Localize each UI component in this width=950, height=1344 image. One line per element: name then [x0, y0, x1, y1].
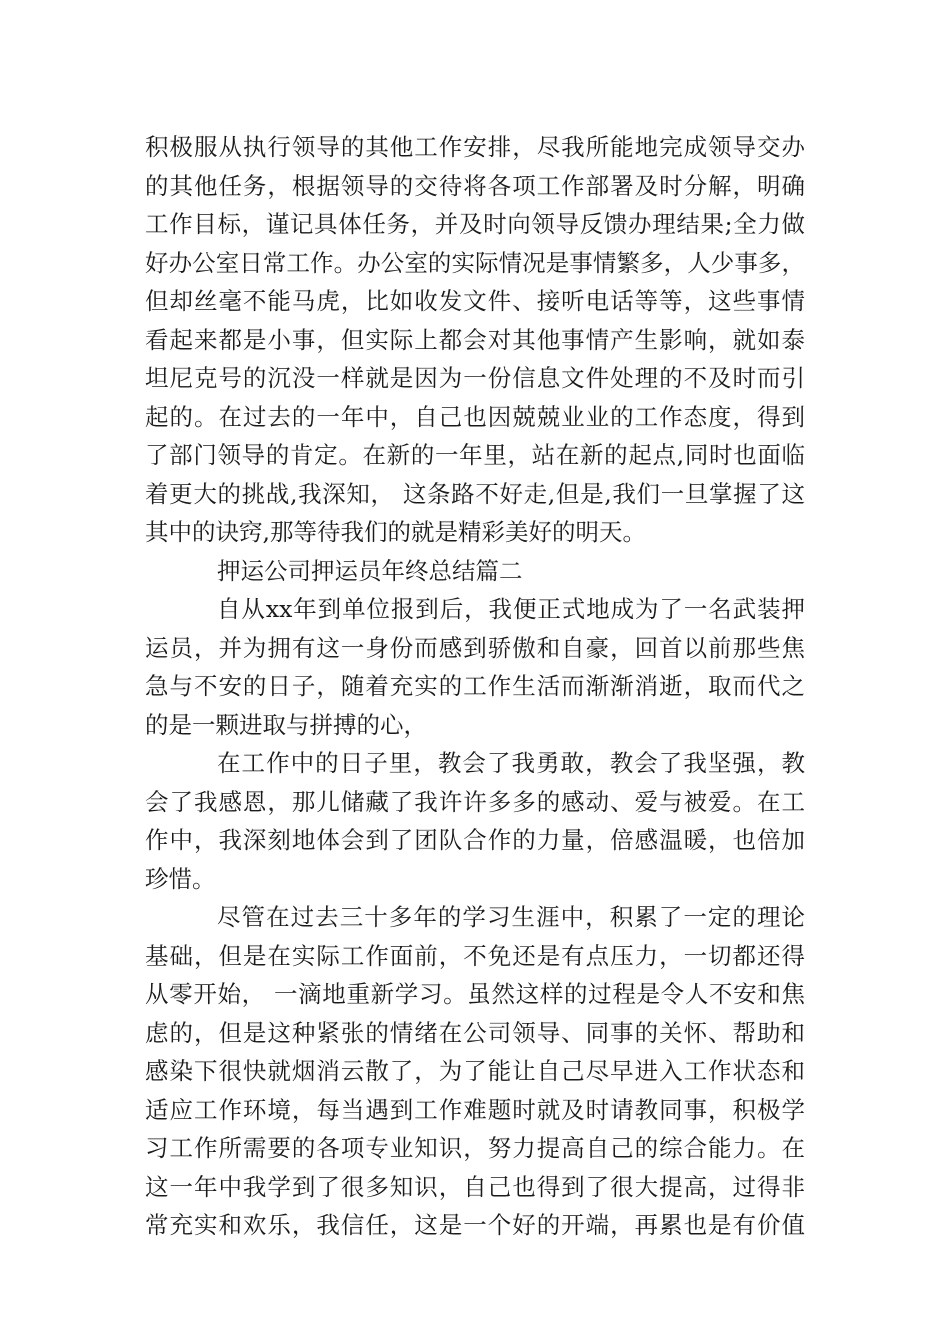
- paragraph-4-line: 从零开始， 一滴地重新学习。虽然这样的过程是令人不安和焦: [145, 980, 805, 1008]
- paragraph-3-line: 在工作中的日子里，教会了我勇敢，教会了我坚强，教: [217, 749, 805, 777]
- paragraph-2-line: 运员，并为拥有这一身份而感到骄傲和自豪，回首以前那些焦: [145, 633, 805, 662]
- paragraph-4-line: 常充实和欢乐，我信任，这是一个好的开端，再累也是有价值: [145, 1211, 805, 1239]
- paragraph-1-line: 但却丝毫不能马虎，比如收发文件、接听电话等等，这些事情: [145, 287, 805, 315]
- paragraph-1-line: 工作目标，谨记具体任务，并及时向领导反馈办理结果;全力做: [145, 210, 805, 238]
- paragraph-4-line: 基础，但是在实际工作面前，不免还是有点压力，一切都还得: [145, 941, 805, 970]
- paragraph-4-line: 虑的，但是这种紧张的情绪在公司领导、同事的关怀、帮助和: [145, 1018, 805, 1047]
- paragraph-3-line: 珍惜。: [145, 864, 216, 893]
- paragraph-1-line: 其中的诀窍,那等待我们的就是精彩美好的明天。: [145, 518, 646, 546]
- paragraph-1-line: 好办公室日常工作。办公室的实际情况是事情繁多，人少事多，: [145, 248, 805, 277]
- paragraph-1-line: 看起来都是小事，但实际上都会对其他事情产生影响，就如泰: [145, 325, 805, 354]
- paragraph-4-line: 感染下很快就烟消云散了，为了能让自己尽早进入工作状态和: [145, 1057, 805, 1085]
- paragraph-1-line: 起的。在过去的一年中，自己也因兢兢业业的工作态度，得到: [145, 402, 805, 431]
- paragraph-2-line: 的是一颗进取与拼搏的心，: [145, 710, 427, 739]
- paragraph-1-line: 着更大的挑战,我深知， 这条路不好走,但是,我们一旦掌握了这: [145, 479, 805, 508]
- document-body: [145, 128, 805, 1245]
- paragraph-1: [145, 128, 805, 552]
- paragraph-3: [145, 744, 805, 898]
- paragraph-4-line: 这一年中我学到了很多知识，自己也得到了很大提高，过得非: [145, 1172, 805, 1201]
- section-heading: 押运公司押运员年终总结篇二: [217, 556, 523, 585]
- paragraph-1-line: 的其他任务，根据领导的交待将各项工作部署及时分解，明确: [145, 171, 805, 200]
- paragraph-4: [145, 898, 805, 1245]
- paragraph-3-line: 会了我感恩，那儿储藏了我许许多多的感动、爱与被爱。在工: [145, 787, 805, 816]
- paragraph-1-line: 了部门领导的肯定。在新的一年里，站在新的起点,同时也面临: [145, 441, 805, 469]
- paragraph-4-line: 习工作所需要的各项专业知识，努力提高自己的综合能力。在: [145, 1134, 805, 1162]
- paragraph-2-line: 急与不安的日子，随着充实的工作生活而渐渐消逝，取而代之: [145, 672, 805, 700]
- paragraph-4-line: 适应工作环境，每当遇到工作难题时就及时请教同事，积极学: [145, 1095, 805, 1124]
- paragraph-3-line: 作中，我深刻地体会到了团队合作的力量，倍感温暖，也倍加: [145, 826, 805, 854]
- paragraph-2-line: 自从xx年到单位报到后，我便正式地成为了一名武装押: [217, 595, 805, 623]
- paragraph-1-line: 积极服从执行领导的其他工作安排，尽我所能地完成领导交办: [145, 133, 805, 161]
- paragraph-1-line: 坦尼克号的沉没一样就是因为一份信息文件处理的不及时而引: [145, 364, 805, 392]
- paragraph-2: [145, 590, 805, 744]
- paragraph-4-line: 尽管在过去三十多年的学习生涯中，积累了一定的理论: [217, 903, 805, 931]
